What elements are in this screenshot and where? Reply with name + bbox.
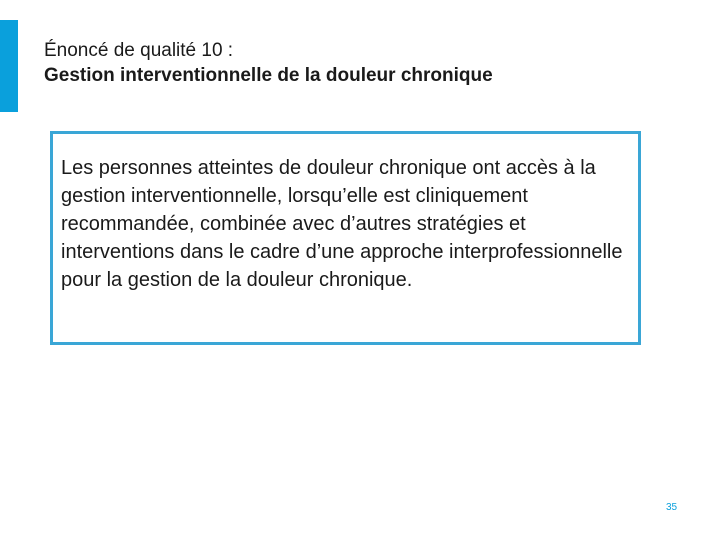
slide-title — [44, 38, 694, 88]
statement-text: Les personnes atteintes de douleur chronique ont accès à la gestion interventionnelle, lorsqu’elle est cliniquement recommandée, combinée avec d’autres stratégies et interventions dans le cadre d’une approche interprofessionnelle pour la gestion de la douleur chronique. — [61, 157, 623, 291]
statement-box — [50, 131, 641, 345]
accent-bar — [0, 20, 18, 112]
title-line-2: Gestion interventionnelle de la douleur chronique — [44, 65, 493, 86]
title-line-1: Énoncé de qualité 10 : — [44, 40, 234, 61]
page-number: 35 — [666, 502, 678, 513]
